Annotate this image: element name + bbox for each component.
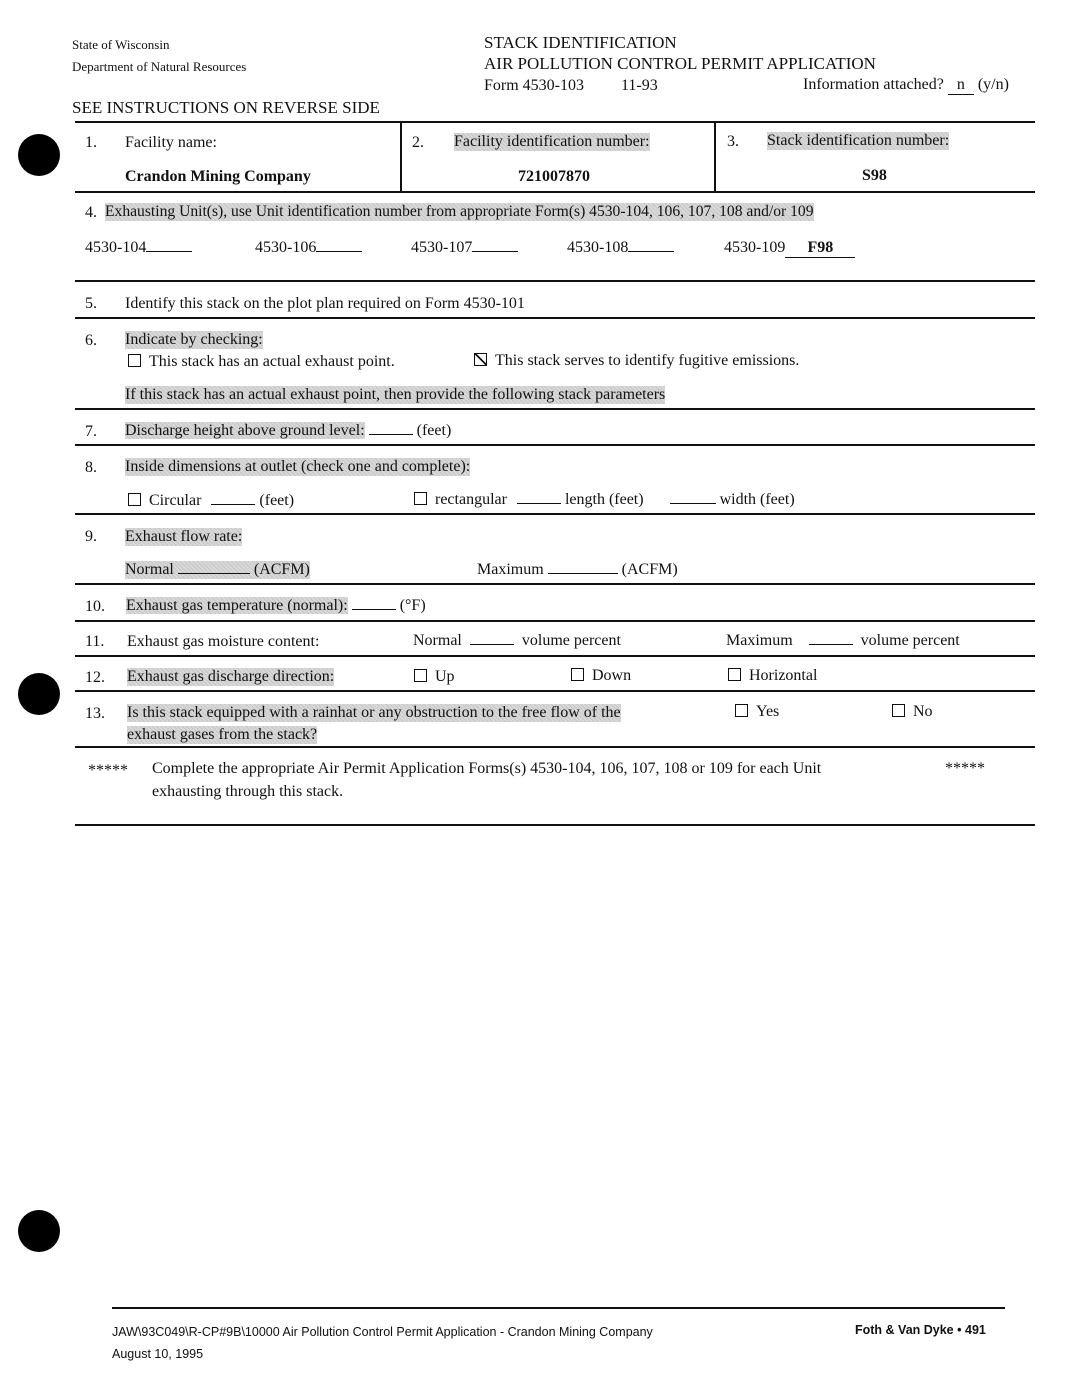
rectangular-label: rectangular <box>435 491 507 508</box>
form-date: 11-93 <box>621 77 658 94</box>
footer-path: JAW\93C049\R-CP#9B\10000 <box>112 1325 280 1339</box>
normal-flow-field[interactable] <box>178 573 250 574</box>
rainhat-no-checkbox[interactable] <box>892 704 905 717</box>
stack-id-label: Stack identification number: <box>767 132 950 149</box>
direction-up-option[interactable] <box>414 668 455 686</box>
unit-form-107-field[interactable] <box>472 251 518 252</box>
discharge-height-unit: (feet) <box>416 422 452 439</box>
direction-horizontal-option[interactable] <box>728 667 817 685</box>
stack-parameters-note: If this stack has an actual exhaust point, then provide the following stack parameters <box>125 386 666 403</box>
discharge-direction-label: Exhaust gas discharge direction: <box>127 668 335 685</box>
facility-id-label: Facility identification number: <box>454 133 650 150</box>
length-field[interactable] <box>517 503 561 504</box>
moisture-content-label: Exhaust gas moisture content: <box>127 633 320 650</box>
maximum-flow-unit: (ACFM) <box>621 561 678 578</box>
item5-number: 5. <box>85 295 97 312</box>
unit-form-109-value: F98 <box>807 239 834 256</box>
rainhat-yes-label: Yes <box>756 703 780 720</box>
actual-exhaust-label: This stack has an actual exhaust point. <box>149 353 395 370</box>
facility-id-value[interactable]: 721007870 <box>518 168 590 185</box>
width-field[interactable] <box>670 503 716 504</box>
unit-form-106-field[interactable] <box>316 251 362 252</box>
footer-date: August 10, 1995 <box>112 1347 204 1361</box>
fugitive-emissions-option[interactable] <box>474 352 799 370</box>
exhausting-units-label: Exhausting Unit(s), use Unit identification number from appropriate Form(s) 4530-104, 106, 107, 108 and/or 109 <box>105 203 814 220</box>
direction-horizontal-label: Horizontal <box>749 667 818 684</box>
moisture-maximum-field[interactable] <box>809 644 853 645</box>
maximum-flow-field[interactable] <box>548 573 618 574</box>
direction-up-checkbox[interactable] <box>414 669 427 682</box>
unit-form-109 <box>724 239 855 258</box>
unit-form-104-field[interactable] <box>146 251 192 252</box>
moisture-maximum-unit: volume percent <box>860 632 960 649</box>
gas-temperature-unit: (°F) <box>399 597 426 614</box>
rule-item5-bottom <box>75 317 1035 319</box>
unit-form-108 <box>567 239 674 257</box>
item1-number: 1. <box>85 134 97 151</box>
rule-item6-bottom <box>75 408 1035 410</box>
fugitive-emissions-label: This stack serves to identify fugitive emissions. <box>495 352 800 369</box>
rainhat-question-line1: Is this stack equipped with a rainhat or any obstruction to the free flow of the <box>127 704 621 721</box>
note-line-1: Complete the appropriate Air Permit Application Forms(s) 4530-104, 106, 107, 108 or 109 for each Unit <box>152 760 822 777</box>
item2-number: 2. <box>412 134 424 151</box>
footer-doc-title: Air Pollution Control Permit Application - Crandon Mining Company <box>282 1325 653 1339</box>
maximum-flow-label: Maximum <box>477 561 544 578</box>
unit-form-104-label: 4530-104 <box>85 239 147 256</box>
form-title-1: STACK IDENTIFICATION <box>484 33 677 52</box>
punch-hole-bottom <box>18 1210 60 1252</box>
vrule-2 <box>714 121 716 192</box>
direction-horizontal-checkbox[interactable] <box>728 668 741 681</box>
item12-number: 12. <box>85 669 105 686</box>
gas-temperature-label: Exhaust gas temperature (normal): <box>126 597 348 614</box>
facility-name-value[interactable]: Crandon Mining Company <box>125 168 311 185</box>
unit-form-107-label: 4530-107 <box>411 239 473 256</box>
circular-field[interactable] <box>211 504 255 505</box>
rectangular-checkbox[interactable] <box>414 492 427 505</box>
moisture-normal-row <box>413 632 621 650</box>
item6-number: 6. <box>85 332 97 349</box>
footer-page-number: 491 <box>965 1323 986 1337</box>
item7-number: 7. <box>85 423 97 440</box>
maximum-flow-row <box>477 561 678 579</box>
rule-item12-bottom <box>75 690 1035 692</box>
item10-number: 10. <box>85 598 105 615</box>
info-attached-yn: (y/n) <box>977 76 1009 93</box>
normal-flow-label: Normal <box>125 561 174 578</box>
rule-item13-bottom <box>75 746 1035 748</box>
stack-id-value[interactable]: S98 <box>862 167 887 184</box>
unit-form-108-field[interactable] <box>628 251 674 252</box>
discharge-height-label: Discharge height above ground level: <box>125 422 365 439</box>
info-attached <box>803 76 1009 95</box>
item4-number: 4. <box>85 204 97 221</box>
direction-down-option[interactable] <box>571 667 631 685</box>
rainhat-no-label: No <box>913 703 933 720</box>
moisture-normal-field[interactable] <box>470 644 514 645</box>
item11-number: 11. <box>85 633 105 650</box>
length-unit: length (feet) <box>564 491 644 508</box>
plot-plan-label: Identify this stack on the plot plan required on Form 4530-101 <box>125 295 525 312</box>
item9-number: 9. <box>85 528 97 545</box>
gas-temperature-field[interactable] <box>352 609 396 610</box>
rainhat-question-line2: exhaust gases from the stack? <box>127 726 318 743</box>
form-number: Form 4530-103 <box>484 77 584 94</box>
rule-item1-bottom <box>75 191 1035 193</box>
form-title-2: AIR POLLUTION CONTROL PERMIT APPLICATION <box>484 54 876 73</box>
moisture-maximum-label: Maximum <box>726 632 793 649</box>
moisture-maximum-row <box>726 632 960 650</box>
rainhat-yes-option[interactable] <box>735 703 779 721</box>
discharge-height-row <box>125 422 451 440</box>
normal-flow-unit: (ACFM) <box>253 561 310 578</box>
direction-up-label: Up <box>435 668 455 685</box>
note-line-2: exhausting through this stack. <box>152 783 344 800</box>
unit-form-108-label: 4530-108 <box>567 239 629 256</box>
discharge-height-field[interactable] <box>369 434 413 435</box>
rainhat-yes-checkbox[interactable] <box>735 704 748 717</box>
rule-top <box>75 121 1035 123</box>
rule-item11-bottom <box>75 655 1035 657</box>
indicate-checking-label: Indicate by checking: <box>125 331 263 348</box>
fugitive-emissions-checkbox[interactable] <box>474 353 487 366</box>
unit-form-106 <box>255 239 362 257</box>
rule-item9-bottom <box>75 583 1035 585</box>
item3-number: 3. <box>727 133 739 150</box>
unit-form-104 <box>85 239 192 257</box>
footer-bullet: • <box>957 1323 962 1337</box>
footer-firm: Foth & Van Dyke <box>855 1323 954 1337</box>
unit-form-106-label: 4530-106 <box>255 239 317 256</box>
rainhat-no-option[interactable] <box>892 703 933 721</box>
direction-down-checkbox[interactable] <box>571 668 584 681</box>
vrule-1 <box>400 121 402 192</box>
info-attached-field[interactable] <box>948 76 974 95</box>
facility-name-label: Facility name: <box>125 134 217 151</box>
item8-number: 8. <box>85 459 97 476</box>
punch-hole-middle <box>18 673 60 715</box>
item13-number: 13. <box>85 705 105 722</box>
instructions-note: SEE INSTRUCTIONS ON REVERSE SIDE <box>72 98 380 117</box>
circular-unit: (feet) <box>259 492 295 509</box>
rule-item7-bottom <box>75 444 1035 446</box>
info-attached-value: n <box>956 76 965 93</box>
exhaust-flow-label: Exhaust flow rate: <box>125 528 243 545</box>
agency-line-2: Department of Natural Resources <box>72 59 247 74</box>
moisture-normal-unit: volume percent <box>521 632 621 649</box>
footer-document-line <box>112 1325 653 1339</box>
gas-temperature-row <box>126 597 426 615</box>
rule-item8-bottom <box>75 513 1035 515</box>
direction-down-label: Down <box>592 667 632 684</box>
footer-firm-page <box>855 1323 986 1337</box>
unit-form-107 <box>411 239 518 257</box>
note-stars-right: ***** <box>945 760 985 777</box>
note-stars-left: ***** <box>88 762 128 779</box>
normal-flow-row <box>125 561 310 579</box>
circular-option <box>128 492 294 510</box>
unit-form-109-field[interactable] <box>785 239 855 258</box>
actual-exhaust-checkbox[interactable] <box>128 354 141 367</box>
rule-item4-bottom <box>75 280 1035 282</box>
rectangular-option <box>414 491 795 509</box>
actual-exhaust-option[interactable] <box>128 353 395 371</box>
circular-label: Circular <box>149 492 202 509</box>
footer-rule <box>112 1307 1005 1309</box>
rule-note-bottom <box>75 824 1035 826</box>
rule-item10-bottom <box>75 620 1035 622</box>
inside-dimensions-label: Inside dimensions at outlet (check one and complete): <box>125 458 471 475</box>
moisture-normal-label: Normal <box>413 632 462 649</box>
width-unit: width (feet) <box>719 491 795 508</box>
punch-hole-top <box>18 134 60 176</box>
unit-form-109-label: 4530-109 <box>724 239 786 256</box>
info-attached-label: Information attached? <box>803 76 944 93</box>
circular-checkbox[interactable] <box>128 493 141 506</box>
agency-line-1: State of Wisconsin <box>72 37 170 52</box>
